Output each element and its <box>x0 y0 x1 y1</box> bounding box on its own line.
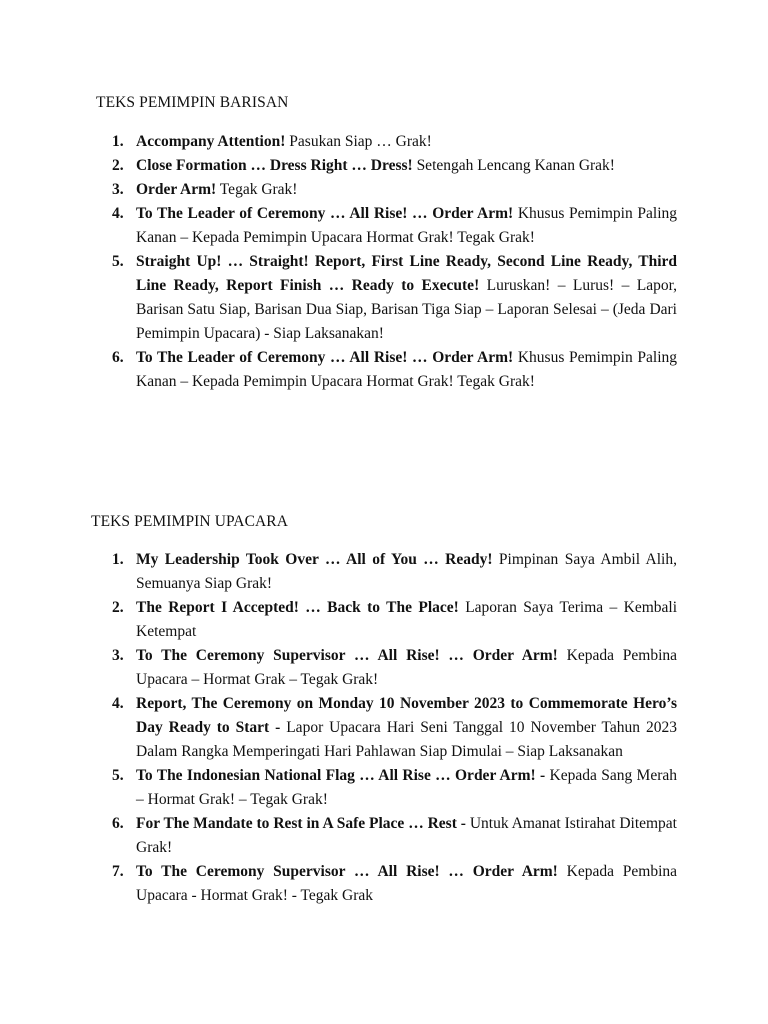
item-number: 6. <box>112 815 124 832</box>
item-text <box>136 596 677 644</box>
item-number: 2. <box>112 599 124 616</box>
item-number: 2. <box>112 157 124 174</box>
item-number: 3. <box>112 181 124 198</box>
list-item <box>0 596 768 644</box>
list-item <box>0 860 768 908</box>
indonesian-command: Tegak Grak! <box>216 181 298 198</box>
english-command: To The Leader of Ceremony … All Rise! … Order Arm! <box>136 349 514 366</box>
english-command: To The Ceremony Supervisor … All Rise! … Order Arm! <box>136 647 558 664</box>
indonesian-command: Luruskan! – Lurus! – Lapor, Barisan Satu Siap, Barisan Dua Siap, Barisan Tiga Siap – Laporan Selesai – (Jeda Dari Pemimpin Upacara) - Siap Laksanakan! <box>136 277 677 342</box>
list-item <box>0 250 768 346</box>
list-item <box>0 154 768 178</box>
english-command: Accompany Attention! <box>136 133 286 150</box>
item-text <box>136 250 677 346</box>
english-command: To The Indonesian National Flag … All Rise … Order Arm! - <box>136 767 546 784</box>
list-item <box>0 692 768 764</box>
item-text <box>136 346 677 394</box>
list-item <box>0 548 768 596</box>
item-text <box>136 130 677 154</box>
english-command: For The Mandate to Rest in A Safe Place … Rest - <box>136 815 466 832</box>
indonesian-command: Kepada Pembina Upacara – Hormat Grak – Tegak Grak! <box>136 647 678 688</box>
indonesian-command: Khusus Pemimpin Paling Kanan – Kepada Pemimpin Upacara Hormat Grak! Tegak Grak! <box>136 349 677 390</box>
english-command: To The Leader of Ceremony … All Rise! … Order Arm! <box>136 205 514 222</box>
indonesian-command: Kepada Sang Merah – Hormat Grak! – Tegak Grak! <box>136 767 677 808</box>
item-number: 4. <box>112 205 124 222</box>
indonesian-command: Laporan Saya Terima – Kembali Ketempat <box>136 599 678 640</box>
item-text <box>136 860 677 908</box>
english-command: Straight Up! … Straight! Report, First Line Ready, Second Line Ready, Third Line Ready, Report Finish … Ready to Execute! <box>136 253 677 294</box>
item-number: 5. <box>112 767 124 784</box>
item-number: 3. <box>112 647 124 664</box>
item-number: 7. <box>112 863 124 880</box>
english-command: My Leadership Took Over … All of You … Ready! <box>136 551 493 568</box>
item-text <box>136 178 677 202</box>
item-text <box>136 692 677 764</box>
item-number: 4. <box>112 695 124 712</box>
indonesian-command: Lapor Upacara Hari Seni Tanggal 10 November Tahun 2023 Dalam Rangka Memperingati Hari Pahlawan Siap Dimulai – Siap Laksanakan <box>136 719 677 760</box>
english-command: The Report I Accepted! … Back to The Place! <box>136 599 459 616</box>
indonesian-command: Khusus Pemimpin Paling Kanan – Kepada Pemimpin Upacara Hormat Grak! Tegak Grak! <box>136 205 677 246</box>
english-command: Close Formation … Dress Right … Dress! <box>136 157 413 174</box>
item-number: 1. <box>112 551 124 568</box>
item-number: 6. <box>112 349 124 366</box>
indonesian-command: Setengah Lencang Kanan Grak! <box>412 157 615 174</box>
indonesian-command: Pasukan Siap … Grak! <box>285 133 432 150</box>
item-number: 1. <box>112 133 124 150</box>
section-title-pemimpin-barisan: TEKS PEMIMPIN BARISAN <box>96 94 289 111</box>
item-number: 5. <box>112 253 124 270</box>
section-title-pemimpin-upacara: TEKS PEMIMPIN UPACARA <box>91 513 289 530</box>
list-item <box>0 644 768 692</box>
english-command: Report, The Ceremony on Monday 10 November 2023 to Commemorate Hero’s Day Ready to Start - <box>136 695 677 736</box>
indonesian-command: Untuk Amanat Istirahat Ditempat Grak! <box>136 815 677 856</box>
item-text <box>136 812 677 860</box>
indonesian-command: Kepada Pembina Upacara - Hormat Grak! - Tegak Grak <box>136 863 678 904</box>
item-text <box>136 644 677 692</box>
item-text <box>136 202 677 250</box>
english-command: To The Ceremony Supervisor … All Rise! … Order Arm! <box>136 863 558 880</box>
list-item <box>0 202 768 250</box>
list-item <box>0 764 768 812</box>
item-text <box>136 548 677 596</box>
indonesian-command: Pimpinan Saya Ambil Alih, Semuanya Siap Grak! <box>136 551 677 592</box>
list-item <box>0 812 768 860</box>
english-command: Order Arm! <box>136 181 217 198</box>
command-list-pemimpin-upacara <box>0 548 768 908</box>
item-text <box>136 764 677 812</box>
list-item <box>0 130 768 154</box>
command-list-pemimpin-barisan <box>0 130 768 394</box>
list-item <box>0 178 768 202</box>
item-text <box>136 154 677 178</box>
list-item <box>0 346 768 394</box>
